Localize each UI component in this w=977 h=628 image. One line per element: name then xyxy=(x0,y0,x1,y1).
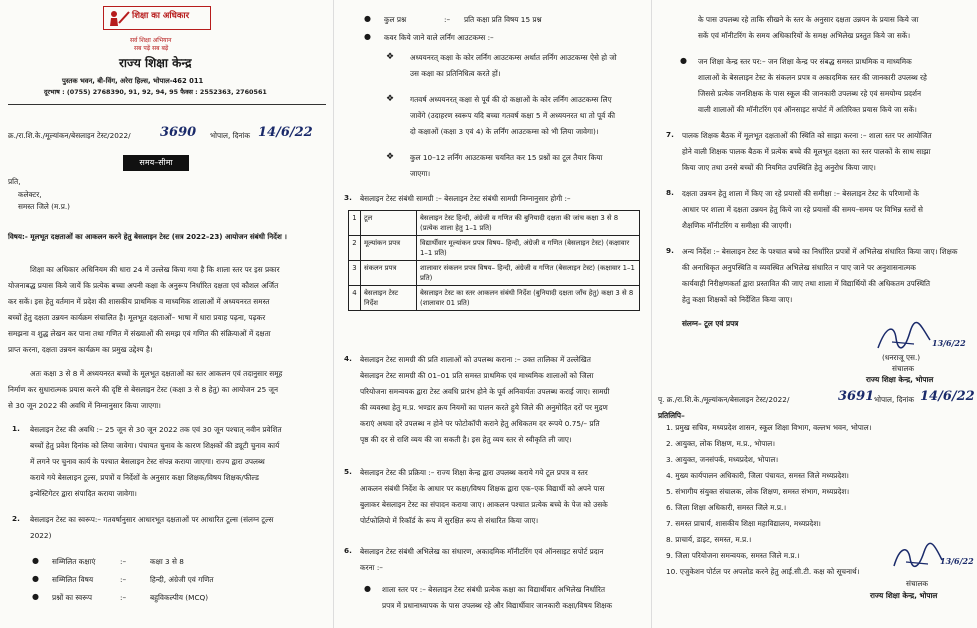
time-limit-stamp: समय–सीमा xyxy=(123,155,189,171)
jsk-line: वाली शालाओं की मॉनीटरिंग एवं ऑनसाइट सपोर्ट में अतिरिक्त प्रयास किये जा सकें। xyxy=(698,105,917,114)
para1-line: प्राप्त करना, दक्षता उन्नयन कार्यक्रम का प्रमुख उद्देश्य है। xyxy=(8,345,153,354)
continued-line: सकें एवं मॉनीटरिंग के समय अधिकारियों के समक्ष अभिलेख प्रस्तुत किये जा सकें। xyxy=(698,31,911,40)
table-row xyxy=(349,261,640,286)
section-4-line: कराएं अथवा दरें उपलब्ध न होने पर फोटोकॉपी कराने हेतु अधिकतम दर रूपये 0.75/– प्रति xyxy=(360,419,600,428)
sub-item-line: गतवर्ष अध्ययनरत् कक्षा से पूर्व की दो कक्षाओं के कोर लर्निंग आउटकम्स लिए xyxy=(410,95,612,104)
signatory-name: (धनराजू एस.) xyxy=(882,353,921,362)
table-cell-number: 1 xyxy=(349,211,361,236)
bullet-colon: :– xyxy=(444,15,451,24)
table-cell-description: विद्यार्थीवार मूल्यांकन प्रपत्र विषय– हिन्दी, अंग्रेजी व गणित (बेसलाइन टेस्ट) (कक्षावार 1–1 प्रति) xyxy=(417,236,640,261)
section-5-number: 5. xyxy=(344,467,352,476)
copy-reference-handwritten: 3691 xyxy=(838,389,875,404)
section-7-line: किया जाए तथा उनसे बच्चों की नियमित उपस्थिति हेतु अनुरोध किया जाए। xyxy=(682,163,876,172)
table-cell-item: मूल्यांकन प्रपत्र xyxy=(361,236,417,261)
section-9-line: अन्य निर्देश :– बेसलाइन टेस्ट के पश्चात बच्चे का निर्धारित प्रपत्रों में अभिलेख संधारित किया जाए। शिक्षक xyxy=(682,247,958,256)
bullet-dot: ● xyxy=(364,584,371,593)
section-9-line: की अनाधिकृत अनुपस्थिति व व्यवस्थित अभिलेख संधारित न पाए जाने पर अनुशासनात्मक xyxy=(682,263,916,272)
jsk-line: जिससे प्रत्येक जनशिक्षक के पास स्कूल की जानकारी उपलब्ध रहे एवं समयोग्य प्रदर्शन xyxy=(698,89,921,98)
logo-text: शिक्षा का अधिकार xyxy=(132,11,190,21)
section-8-number: 8. xyxy=(666,188,674,197)
list-item: 2. आयुक्त, लोक शिक्षण, म.प्र., भोपाल। xyxy=(666,439,775,448)
section-3-number: 3. xyxy=(344,193,352,202)
section-9-number: 9. xyxy=(666,246,674,255)
table-cell-item: संकलन प्रपत्र xyxy=(361,261,417,286)
sub-item-line: अध्ययनरत् कक्षा के कोर लर्निंग आउटकम्स अर्थात लर्निंग आउटकम्स ऐसे हो जो xyxy=(410,53,617,62)
to-line-1: प्रति, xyxy=(8,177,21,186)
bullet-value: हिन्दी, अंग्रेजी एवं गणित xyxy=(150,575,214,584)
table-cell-number: 2 xyxy=(349,236,361,261)
table-row xyxy=(349,236,640,261)
reference-number-handwritten: 3690 xyxy=(160,125,197,140)
bullet-value: प्रति कक्षा प्रति विषय 15 प्रश्न xyxy=(464,15,542,24)
subject-line: विषय:- मूलभूत दक्षताओं का आकलन करने हेतु बेसलाइन टेस्ट (सत्र 2022–23) आयोजन संबंधी निर्देश । xyxy=(8,232,287,241)
pencil-child-icon xyxy=(108,9,130,27)
diamond-bullet-icon: ❖ xyxy=(386,52,395,62)
header-divider xyxy=(8,104,326,105)
para2-line: निर्माण कर सुधारात्मक प्रयास करने की दृष्टि से बेसलाइन टेस्ट (कक्षा 3 से 8 हेतु) का आयोजन 25 जून xyxy=(8,385,279,394)
letter-page-middle xyxy=(334,0,652,628)
bullet-colon: :– xyxy=(120,557,127,566)
copy-date-label: भोपाल, दिनांक xyxy=(874,395,914,404)
signature-date-2: 13/6/22 xyxy=(940,556,974,566)
bullet-colon: :– xyxy=(120,575,127,584)
section-8-line: शैक्षणिक मॉनीटरिंग व समीक्षा की जाएगी। xyxy=(682,221,792,230)
org-phone: दूरभाष : (0755) 2768390, 91, 92, 94, 95 फैक्स : 2552363, 2760561 xyxy=(44,88,267,96)
para1-line: योजनाबद्ध प्रयास किये जायें कि प्रत्येक बच्चा अपनी कक्षा के अनुरूप निर्धारित दक्षता एवं कौशल अर्जित xyxy=(8,281,279,290)
para1-line: बच्चों हेतु दक्षता उन्नयन कार्यक्रम संचालित है। मूलभूत दक्षताओं– भाषा में धारा प्रवाह पढ़ना, पढ़कर xyxy=(8,313,266,322)
rte-logo xyxy=(103,6,211,30)
section-7-line: पालक शिक्षक बैठक में मूलभूत दक्षताओं की स्थिति को साझा करना :– शाला स्तर पर आयोजित xyxy=(682,131,932,140)
section-5-line: बेसलाइन टेस्ट की प्रक्रिया :– राज्य शिक्षा केन्द्र द्वारा उपलब्ध कराये गये टूल प्रपत्र व स्तर xyxy=(360,468,588,477)
section-1-line: इन्वेस्टिगेटर द्वारा संपादित कराया जावेगा। xyxy=(30,489,137,498)
list-item: 7. समस्त प्राचार्य, शासकीय शिक्षा महाविद्यालय, मध्यप्रदेश। xyxy=(666,519,821,528)
list-item: 5. संभागीय संयुक्त संचालक, लोक शिक्षण, समस्त संभाग, मध्यप्रदेश। xyxy=(666,487,850,496)
bullet-key: सम्मिलित कक्षाएं xyxy=(52,557,96,566)
section-3-heading: बेसलाइन टेस्ट संबंधी सामग्री :– बेसलाइन टेस्ट संबंधी सामग्री निम्नानुसार होगी :– xyxy=(360,194,571,203)
section-1-line: कराये गये बेसलाइन टूल्स, प्रपत्रों व निर्देशों के अनुसार कक्षा शिक्षक/विषय शिक्षक/फील्ड xyxy=(30,473,259,482)
bullet-key: सम्मिलित विषय xyxy=(52,575,94,584)
org-name: राज्य शिक्षा केन्द्र xyxy=(119,56,192,70)
list-item: 3. आयुक्त, जनसंपर्क, मध्यप्रदेश, भोपाल। xyxy=(666,455,779,464)
table-cell-item: टूल xyxy=(361,211,417,236)
section-2-number: 2. xyxy=(12,514,20,523)
bullet-dot: ● xyxy=(364,14,371,23)
copy-to-heading: प्रतिलिपि– xyxy=(658,411,685,420)
bullet-dot: ● xyxy=(32,574,39,583)
sub-item-line: जाएगा। xyxy=(410,169,431,178)
to-line-3: समस्त जिले (म.प्र.) xyxy=(18,202,71,211)
bullet-key: प्रश्नों का स्वरूप xyxy=(52,593,93,602)
sub-item-line: कुल 10–12 लर्निंग आउटकम्स चयनित कर 15 प्रश्नों का टूल तैयार किया xyxy=(410,153,603,162)
section-9-line: हेतु कक्षा शिक्षकों को निर्देशित किया जाए। xyxy=(682,295,793,304)
enclosure-note: संलग्न– टूल एवं प्रपत्र xyxy=(682,319,739,328)
diamond-bullet-icon: ❖ xyxy=(386,152,395,162)
section-1-number: 1. xyxy=(12,424,20,433)
para1-line: कर सकें। इस हेतु वर्तमान में प्रदेश की शासकीय प्राथमिक व माध्यमिक शालाओं में अध्ययनरत समस्त xyxy=(8,297,270,306)
signature-date-1: 13/6/22 xyxy=(932,338,966,348)
date-label: भोपाल, दिनांक xyxy=(210,131,250,140)
tagline-2: सब पढ़ें सब बढ़ें xyxy=(134,45,169,52)
bullet-value: कक्षा 3 से 8 xyxy=(150,557,184,566)
list-item: 1. प्रमुख सचिव, मध्यप्रदेश शासन, स्कूल शिक्षा विभाग, वल्लभ भवन, भोपाल। xyxy=(666,423,872,432)
section-8-line: आधार पर शाला में दक्षता उन्नयन हेतु किये जा रहे प्रयासों की समय–समय पर विभिन्न स्तरों से xyxy=(682,205,923,214)
table-cell-description: शालावार संकलन प्रपत्र विषय– हिन्दी, अंग्रेजी व गणित (बेसलाइन टेस्ट) (कक्षावार 1–1 प्रति) xyxy=(417,261,640,286)
section-6-line: करना :– xyxy=(360,563,383,572)
table-cell-description: बेसलाइन टेस्ट हिन्दी, अंग्रेजी व गणित की बुनियादी दक्षता की जांच कक्षा 3 से 8 (प्रत्येक शाला हेतु 1–1 प्रति) xyxy=(417,211,640,236)
para1-line: शिक्षा का अधिकार अधिनियम की धारा 24 में उल्लेख किया गया है कि शाला स्तर पर इस प्रकार xyxy=(30,265,280,274)
section-4-number: 4. xyxy=(344,354,352,363)
signatory-title-1: संचालक xyxy=(892,364,915,373)
section-4-line: की व्यवस्था हेतु म.प्र. भण्डार क्रय नियमों का पालन करते हुये जिले की अनुमोदित दरों पर मुद्रण xyxy=(360,403,608,412)
section-1-line: में लगने पर चुनाव कार्य के पश्चात बेसलाइन टेस्ट संपन्न कराया जाएगा। राज्य द्वारा उपलब्ध xyxy=(30,457,265,466)
section-1-line: बच्चों हेतु प्रवेश दिनांक को लिया जावेगा। पंचायत चुनाव के कारण शिक्षकों की ड्यूटी चुनाव कार्य xyxy=(30,441,280,450)
sub-item-line: दो कक्षाओं (कक्षा 3 एवं 4) के लर्निंग आउटकम्स को भी लिया जावेगा)। xyxy=(410,127,599,136)
section-6-line: बेसलाइन टेस्ट संबंधी अभिलेख का संधारण, अकादमिक मॉनीटरिंग एवं ऑनसाइट सपोर्ट प्रदान xyxy=(360,547,604,556)
table-cell-item: बेसलाइन टेस्ट निर्देश xyxy=(361,286,417,311)
bullet-colon: :– xyxy=(120,593,127,602)
para2-line: से 30 जून 2022 की अवधि में निम्नानुसार किया जाएगा। xyxy=(8,401,161,410)
jsk-line: शालाओं के बेसलाइन टेस्ट के संकलन प्रपत्र व अकादमिक स्तर की जानकारी उपलब्ध रहे xyxy=(698,73,927,82)
letter-page-right xyxy=(652,0,977,628)
section-1-line: बेसलाइन टेस्ट की अवधि :– 25 जून से 30 जून 2022 तक एवं 30 जून पश्चात् नवीन प्रवेशित xyxy=(30,425,282,434)
bullet-key: कवर किये जाने वाले लर्निंग आउटकम्स :– xyxy=(384,33,494,42)
materials-table xyxy=(348,210,640,311)
list-item: 4. मुख्य कार्यपालन अधिकारी, जिला पंचायत, समस्त जिले मध्यप्रदेश। xyxy=(666,471,849,480)
list-item: 8. प्राचार्य, डाइट, समस्त, म.प्र.। xyxy=(666,535,752,544)
signatory-org-1: राज्य शिक्षा केन्द्र, भोपाल xyxy=(866,375,934,384)
section-5-line: पोर्टफोलियो में रिकॉर्ड के रूप में सुरक्षित रूप से संधारित किया जाए। xyxy=(360,516,539,525)
list-item: 10. एजुकेशन पोर्टल पर अपलोड करने हेतु आई.सी.टी. कक्ष को सूचनार्थ। xyxy=(666,567,860,576)
section-7-number: 7. xyxy=(666,130,674,139)
section-2-line: 2022) xyxy=(30,531,52,540)
date-handwritten: 14/6/22 xyxy=(258,125,313,140)
bullet-key: कुल प्रश्न xyxy=(384,15,407,24)
section-5-line: आकलन संबंधी निर्देश के आधार पर कक्षा/विषय शिक्षक द्वारा एक–एक विद्यार्थी को अपने पास xyxy=(360,484,605,493)
copy-date-handwritten: 14/6/22 xyxy=(920,389,975,404)
section-5-line: बुलाकर बेसलाइन टेस्ट का संपादन कराया जाए। आकलन पश्चात प्रत्येक बच्चे के पेज को उसके xyxy=(360,500,608,509)
section-4-line: बेसलाइन टेस्ट सामग्री की प्रति शालाओं को उपलब्ध कराना :– उक्त तालिका में उल्लेखित xyxy=(360,355,591,364)
section-4-line: पृष्ठ की दर से राशि व्यय की जा सकती है। इस हेतु व्यय स्तर से स्वीकृति ली जाए। xyxy=(360,435,572,444)
para2-line: अतः कक्षा 3 से 8 में अध्ययनरत बच्चों के मूलभूत दक्षताओं का स्तर आकलन एवं तदानुसार समूह xyxy=(30,369,283,378)
diamond-bullet-icon: ❖ xyxy=(386,94,395,104)
table-cell-number: 4 xyxy=(349,286,361,311)
table-cell-number: 3 xyxy=(349,261,361,286)
jsk-line: जन शिक्षा केन्द्र स्तर पर:– जन शिक्षा केन्द्र पर संबद्ध समस्त प्राथमिक व माध्यमिक xyxy=(698,57,912,66)
signatory-org-2: राज्य शिक्षा केन्द्र, भोपाल xyxy=(870,591,938,600)
section-4-line: बेसलाइन टेस्ट सामग्री की 01–01 प्रति समस्त प्राथमिक एवं माध्यमिक शालाओं को जिला xyxy=(360,371,594,380)
section-8-line: दक्षता उन्नयन हेतु शाला में किए जा रहे प्रयासों की समीक्षा :– बेसलाइन टेस्ट के परिणामों के xyxy=(682,189,919,198)
to-line-2: कलेक्टर, xyxy=(18,190,42,199)
continued-line: के पास उपलब्ध रहे ताकि सीखने के स्तर के अनुसार दक्षता उन्नयन के प्रयास किये जा xyxy=(698,15,919,24)
tagline-1: सर्व शिक्षा अभियान xyxy=(130,37,172,44)
para1-line: समझना व शुद्ध लेखन कर पाना तथा गणित में संख्याओं की समझ एवं गणित की संक्रियाओं में दक्षता xyxy=(8,329,271,338)
section-6-bullet-line: शाला स्तर पर :– बेसलाइन टेस्ट संबंधी प्रत्येक कक्षा का विद्यार्थीवार अभिलेख निर्धारित xyxy=(382,585,606,594)
table-cell-description: बेसलाइन टेस्ट का स्तर आकलन संबंधी निर्देश (बुनियादी दक्षता जाँच हेतु) कक्षा 3 से 8 (शालावार 01 प्रति) xyxy=(417,286,640,311)
org-address: पुस्तक भवन, बी-विंग, अरेरा हिल्स, भोपाल-462 011 xyxy=(62,77,204,85)
table-row xyxy=(349,211,640,236)
section-6-bullet-line: प्रपत्र में प्रधानाध्यापक के पास उपलब्ध रहे और विद्यार्थीवार जानकारी कक्षा/विषय शिक्षक xyxy=(382,601,612,610)
sub-item-line: उस कक्षा का प्रतिनिधित्व करते हों। xyxy=(410,69,501,78)
section-9-line: कार्यवाही निरीक्षणकर्ता द्वारा प्रस्तावित की जाए तथा शाला में विद्यार्थियों की अधिकतम उपस्थिति xyxy=(682,279,931,288)
bullet-dot: ● xyxy=(364,32,371,41)
sub-item-line: जावेंगे (उदाहरण स्वरूप यदि बच्चा गतवर्ष कक्षा 5 में अध्ययनरत था तो पूर्व की xyxy=(410,111,616,120)
list-item: 9. जिला परियोजना समन्वयक, समस्त जिले म.प्र.। xyxy=(666,551,800,560)
section-6-number: 6. xyxy=(344,546,352,555)
director-signature-2 xyxy=(890,540,946,576)
reference-number: क्र./रा.शि.के./मूल्यांकन/बेसलाइन टेस्ट/2022/ xyxy=(8,131,131,140)
bullet-value: बहुविकल्पीय (MCQ) xyxy=(150,593,209,602)
section-7-line: होने वाली शिक्षक पालक बैठक में प्रत्येक बच्चे की मूलभूत दक्षता का स्तर पालकों के साथ साझा xyxy=(682,147,931,156)
table-row xyxy=(349,286,640,311)
bullet-dot: ● xyxy=(680,56,687,65)
bullet-dot: ● xyxy=(32,592,39,601)
bullet-dot: ● xyxy=(32,556,39,565)
section-2-line: बेसलाइन टेस्ट का स्वरूप:– गतवर्षानुसार आधारभूत दक्षताओं पर आधारित टूल्स (संलग्न टूल्स xyxy=(30,515,274,524)
letter-page-left xyxy=(0,0,334,628)
list-item: 6. जिला शिक्षा अधिकारी, समस्त जिले म.प्र.। xyxy=(666,503,787,512)
signatory-title-2: संचालक xyxy=(906,579,929,588)
section-4-line: परियोजना समन्वयक द्वारा टेस्ट अवधि प्रारंभ होने के पूर्व अनिवार्यतः उपलब्ध कराई जाए। सामग्री xyxy=(360,387,610,396)
copy-reference-number: पृ. क्र./रा.शि.के./मूल्यांकन/बेसलाइन टेस्ट/2022/ xyxy=(658,395,790,404)
